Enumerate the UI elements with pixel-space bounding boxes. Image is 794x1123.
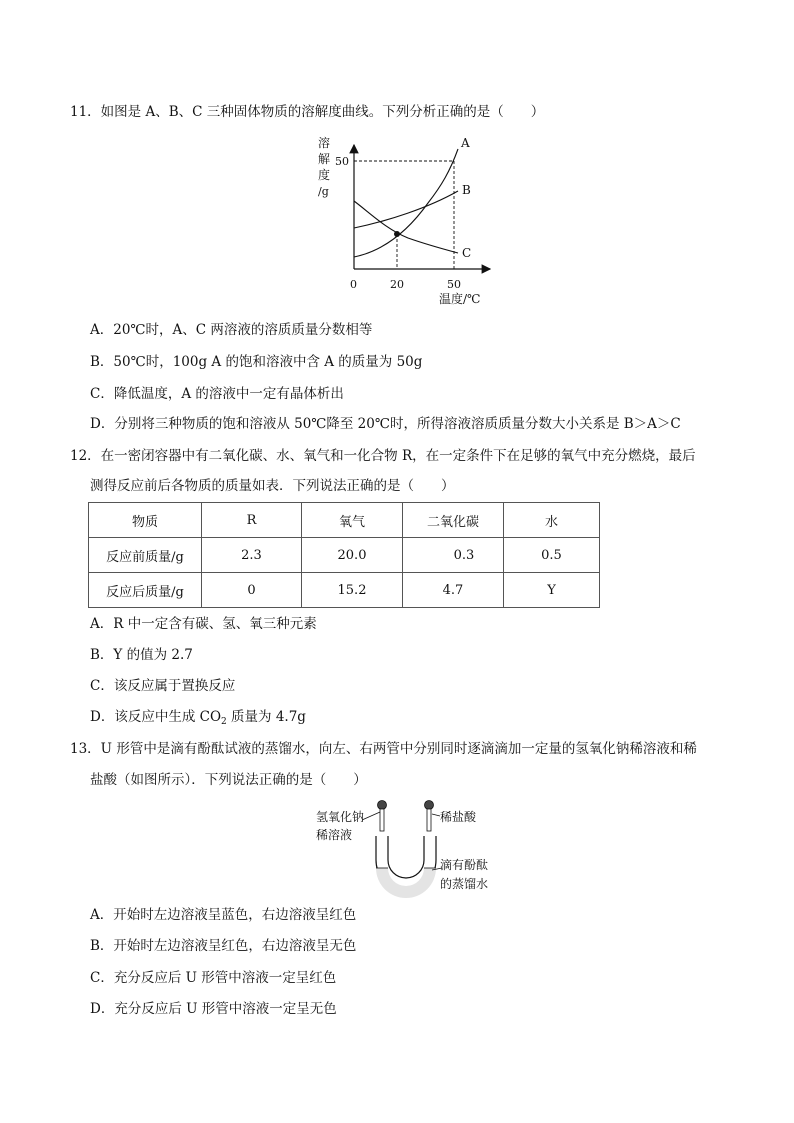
table-cell: 0.5	[504, 538, 600, 573]
q12-option-d-subscript: 2	[221, 717, 227, 727]
question-12-stem-line-1: 12．在一密闭容器中有二氧化碳、水、氧气和一化合物 R，在一定条件下在足够的氧气中充分燃烧，最后	[70, 448, 696, 464]
table-header-cell: 氧气	[302, 503, 403, 538]
y-label-2: 解	[318, 152, 331, 166]
x-tick-50: 50	[447, 278, 461, 291]
x-axis-label: 温度/℃	[439, 292, 481, 306]
question-12-stem-line-2: 测得反应前后各物质的质量如表．下列说法正确的是（ ）	[90, 478, 455, 494]
q12-option-d-prefix: D．该反应中生成 CO	[90, 709, 222, 725]
table-cell: 反应前质量/g	[89, 538, 202, 573]
y-label-3: 度	[318, 168, 331, 182]
table-header-cell: 物质	[89, 503, 202, 538]
table-cell: 20.0	[302, 538, 403, 573]
table-row	[89, 573, 600, 608]
curve-a	[354, 149, 458, 257]
table-cell: 15.2	[302, 573, 403, 608]
table-row	[89, 538, 600, 573]
question-13-stem-line-2: 盐酸（如图所示）．下列说法正确的是（ ）	[90, 772, 367, 788]
label-hcl: 稀盐酸	[440, 810, 477, 824]
q11-option-a: A．20℃时，A、C 两溶液的溶质质量分数相等	[90, 322, 373, 338]
q13-option-c: C．充分反应后 U 形管中溶液一定呈红色	[90, 970, 337, 986]
curve-c	[354, 201, 458, 253]
curve-b-label: B	[462, 183, 471, 197]
x-tick-0: 0	[350, 278, 357, 291]
table-cell: 0.3	[403, 538, 504, 573]
leader-right	[432, 814, 440, 816]
question-11-stem: 11．如图是 A、B、C 三种固体物质的溶解度曲线。下列分析正确的是（ ）	[70, 104, 545, 120]
x-tick-20: 20	[390, 278, 404, 291]
mass-data-table	[88, 502, 600, 608]
q11-option-b: B．50℃时，100g A 的饱和溶液中含 A 的质量为 50g	[90, 354, 423, 370]
u-tube-inner	[388, 836, 424, 878]
question-13-stem-line-1: 13．U 形管中是滴有酚酞试液的蒸馏水，向左、右两管中分别同时逐滴滴加一定量的氢氧化钠稀溶液和稀	[70, 741, 697, 757]
curve-a-label: A	[461, 136, 470, 150]
curve-c-label: C	[462, 246, 472, 260]
leader-left	[362, 812, 380, 820]
q13-option-d: D．充分反应后 U 形管中溶液一定呈无色	[90, 1001, 337, 1017]
distilled-water	[376, 868, 436, 898]
table-header-cell: R	[202, 503, 302, 538]
table-cell: 2.3	[202, 538, 302, 573]
table-cell: 4.7	[403, 573, 504, 608]
y-label-1: 溶	[318, 136, 331, 150]
label-water-2: 的蒸馏水	[440, 877, 489, 891]
curve-b	[354, 191, 458, 228]
y-tick-50: 50	[335, 155, 349, 168]
y-label-4: /g	[318, 185, 329, 198]
solubility-curve-chart	[308, 133, 508, 308]
table-header-cell: 水	[504, 503, 600, 538]
q13-option-b: B．开始时左边溶液呈红色，右边溶液呈无色	[90, 938, 357, 954]
table-header-row	[89, 503, 600, 538]
label-naoh-1: 氢氧化钠	[316, 810, 365, 824]
q12-option-d-suffix: 质量为 4.7g	[226, 709, 306, 725]
q12-option-c: C．该反应属于置换反应	[90, 678, 236, 694]
q12-option-b: B．Y 的值为 2.7	[90, 647, 193, 663]
right-dropper	[425, 801, 434, 832]
q12-option-a: A．R 中一定含有碳、氢、氧三种元素	[90, 616, 317, 632]
intersection-point	[394, 231, 400, 237]
u-tube-diagram	[314, 798, 504, 898]
label-water-1: 滴有酚酞	[440, 858, 489, 872]
table-cell: 0	[202, 573, 302, 608]
q13-option-a: A．开始时左边溶液呈蓝色，右边溶液呈红色	[90, 907, 357, 923]
q12-option-d	[90, 707, 306, 732]
q11-option-d: D．分别将三种物质的饱和溶液从 50℃降至 20℃时，所得溶液溶质质量分数大小关系是 B＞A＞C	[90, 416, 681, 432]
q11-option-c: C．降低温度，A 的溶液中一定有晶体析出	[90, 386, 344, 402]
table-header-cell: 二氧化碳	[403, 503, 504, 538]
table-cell: Y	[504, 573, 600, 608]
left-dropper	[378, 801, 387, 832]
table-cell: 反应后质量/g	[89, 573, 202, 608]
label-naoh-2: 稀溶液	[316, 828, 353, 842]
